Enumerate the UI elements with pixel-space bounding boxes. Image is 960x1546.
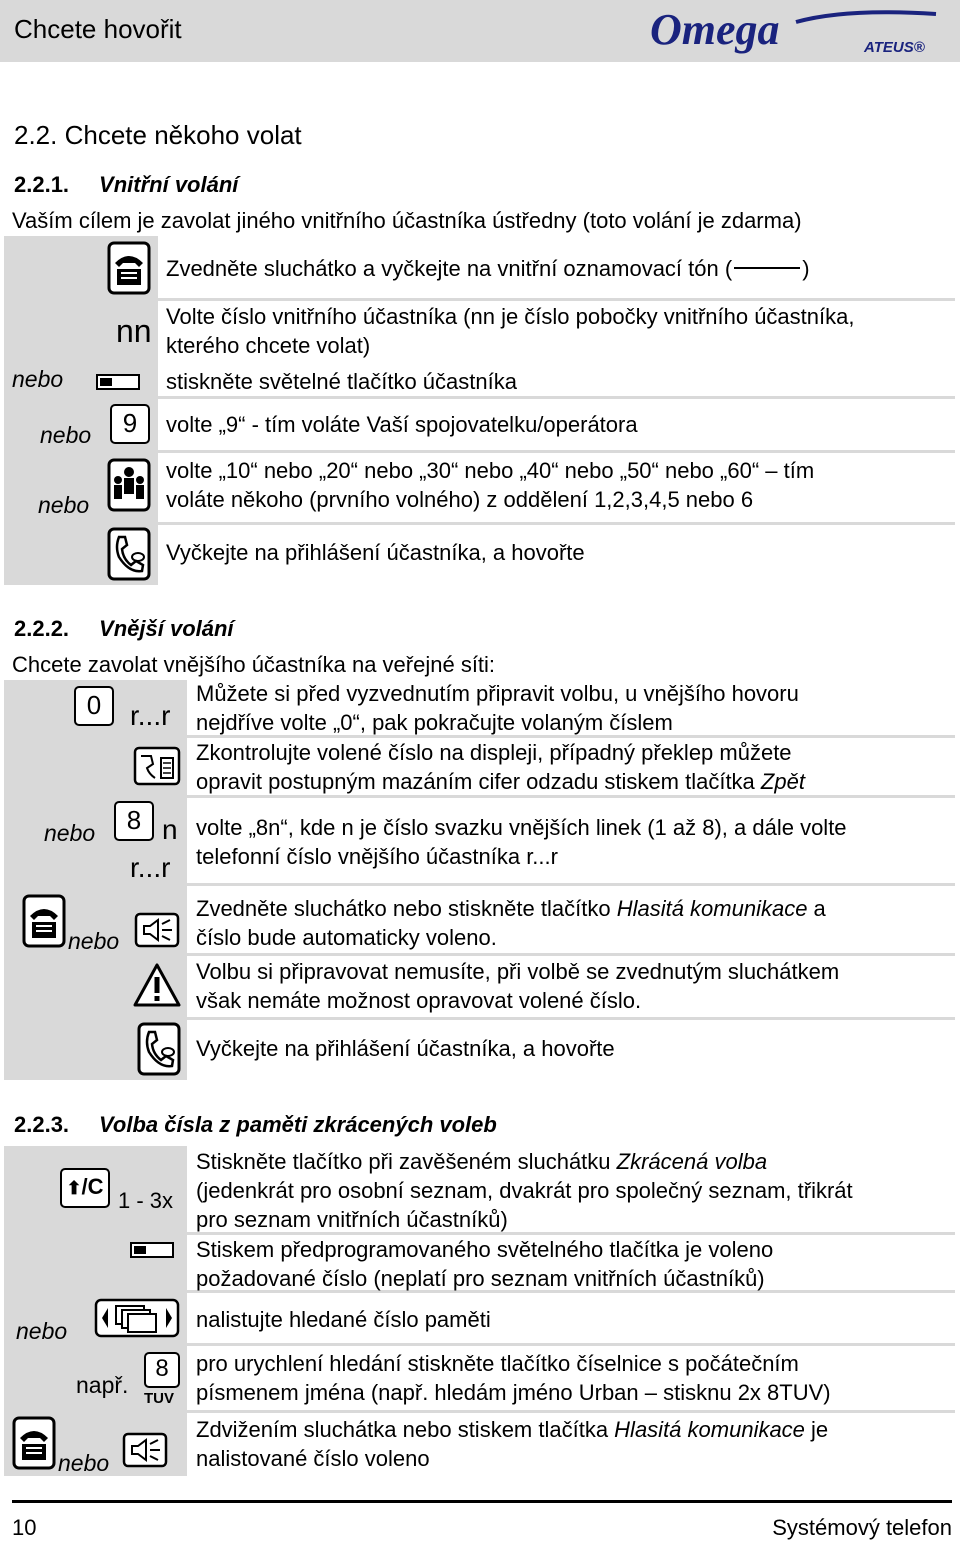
shift-c-key-icon: ⬆/C	[60, 1168, 110, 1208]
nebo-label: nebo	[68, 928, 120, 954]
external-step-6: Vyčkejte na přihlášení účastníka, a hovořte	[196, 1036, 615, 1061]
internal-step-6: Vyčkejte na přihlášení účastníka, a hovořte	[166, 540, 585, 565]
heading-internal-call: 2.2.1. Vnitřní volání	[14, 172, 239, 197]
example-label: např.	[76, 1372, 129, 1398]
key-0-icon: 0	[74, 686, 114, 726]
page-number: 10	[12, 1515, 37, 1540]
key-9-icon: 9	[110, 404, 150, 444]
nebo-label: nebo	[58, 1450, 110, 1476]
r-digits-label: r...r	[130, 852, 171, 883]
header-title: Chcete hovořit	[14, 14, 182, 44]
nebo-label: nebo	[16, 1318, 68, 1344]
svg-text:Omega: Omega	[650, 6, 780, 54]
r-digits-label: r...r	[130, 700, 171, 731]
footer-divider	[12, 1500, 952, 1503]
handset-lift-icon	[22, 894, 66, 948]
speaker-key-icon	[122, 1432, 168, 1468]
speaker-key-icon	[134, 912, 180, 948]
speed-dial-step-3: nalistujte hledané číslo paměti	[196, 1307, 491, 1332]
internal-step-2: Volte číslo vnitřního účastníka (nn je číslo pobočky vnitřního účastníka, kterého chcete volat)	[166, 304, 855, 358]
nn-digits-label: nn	[116, 313, 152, 349]
internal-step-5: volte „10“ nebo „20“ nebo „30“ nebo „40“ nebo „50“ nebo „60“ – tím voláte někoho (prvního volného) z oddělení 1,2,3,4,5 nebo 6	[166, 458, 815, 512]
group-call-icon	[107, 458, 151, 512]
key-8-icon: 8	[144, 1352, 180, 1388]
internal-step-3: stiskněte světelné tlačítko účastníka	[166, 369, 517, 394]
external-step-2: Zkontrolujte volené číslo na displeji, případný překlep můžete opravit postupným mazáním cifer odzadu stiskem tlačítka Zpět	[196, 740, 805, 794]
internal-step-4: volte „9“ - tím voláte Vaší spojovatelku/operátora	[166, 412, 638, 437]
handset-lift-icon	[12, 1416, 56, 1470]
scroll-keys-icon	[94, 1298, 180, 1338]
internal-step-1: Zvedněte sluchátko a vyčkejte na vnitřní oznamovací tón ( )	[166, 256, 810, 281]
footer-title: Systémový telefon	[772, 1515, 952, 1540]
display-check-icon	[133, 742, 181, 790]
svg-text:ATEUS®: ATEUS®	[864, 39, 925, 56]
key-8-icon: 8	[114, 801, 154, 841]
nebo-label: nebo	[40, 422, 92, 448]
speed-dial-step-5: Zdvižením sluchátka nebo stiskem tlačítka Hlasitá komunikace je nalistované číslo voleno	[196, 1417, 829, 1471]
nebo-label: nebo	[38, 492, 90, 518]
heading-speed-dial: 2.2.3. Volba čísla z paměti zkrácených voleb	[14, 1112, 497, 1137]
warning-icon	[132, 962, 182, 1008]
external-step-4: Zvedněte sluchátko nebo stiskněte tlačítko Hlasitá komunikace a číslo bude automaticky voleno.	[196, 896, 826, 950]
speed-dial-step-4: pro urychlení hledání stiskněte tlačítko číselnice s počátečním písmenem jména (např. hledám jméno Urban – stisknu 2x 8TUV)	[196, 1351, 831, 1405]
heading-external-call: 2.2.2. Vnější volání	[14, 616, 234, 641]
lamp-key-icon	[130, 1242, 174, 1258]
lamp-key-icon	[96, 374, 140, 390]
speed-dial-step-2: Stiskem předprogramovaného světelného tlačítka je voleno požadované číslo (neplatí pro seznam vnitřních účastníků)	[196, 1237, 774, 1291]
speed-dial-step-1: Stiskněte tlačítko při zavěšeném sluchátku Zkrácená volba (jedenkrát pro osobní seznam, dvakrát pro společný seznam, třikrát pro seznam vnitřních účastníků)	[196, 1149, 853, 1232]
external-step-5: Volbu si připravovat nemusíte, při volbě se zvednutým sluchátkem však nemáte možnost opravovat volené číslo.	[196, 959, 840, 1013]
n-digit-label: n	[162, 814, 178, 845]
external-step-1: Můžete si před vyzvednutím připravit volbu, u vnějšího hovoru nejdříve volte „0“, pak pokračujte volaným číslem	[196, 681, 799, 735]
external-intro: Chcete zavolat vnějšího účastníka na veřejné síti:	[12, 652, 496, 677]
repeat-count-label: 1 - 3x	[118, 1188, 174, 1213]
handset-talk-icon	[137, 1022, 181, 1076]
nebo-label: nebo	[12, 366, 64, 392]
section-title: 2.2. Chcete někoho volat	[14, 120, 302, 150]
internal-intro: Vaším cílem je zavolat jiného vnitřního účastníka ústředny (toto volání je zdarma)	[12, 208, 802, 233]
nebo-label: nebo	[44, 820, 96, 846]
omega-ateus-logo	[646, 6, 946, 56]
handset-talk-icon	[107, 527, 151, 581]
tuv-letters-label: TUV	[144, 1390, 174, 1407]
external-step-3: volte „8n“, kde n je číslo svazku vnějších linek (1 až 8), a dále volte telefonní číslo vnějšího účastníka r...r	[196, 815, 847, 869]
handset-lift-icon	[107, 241, 151, 295]
